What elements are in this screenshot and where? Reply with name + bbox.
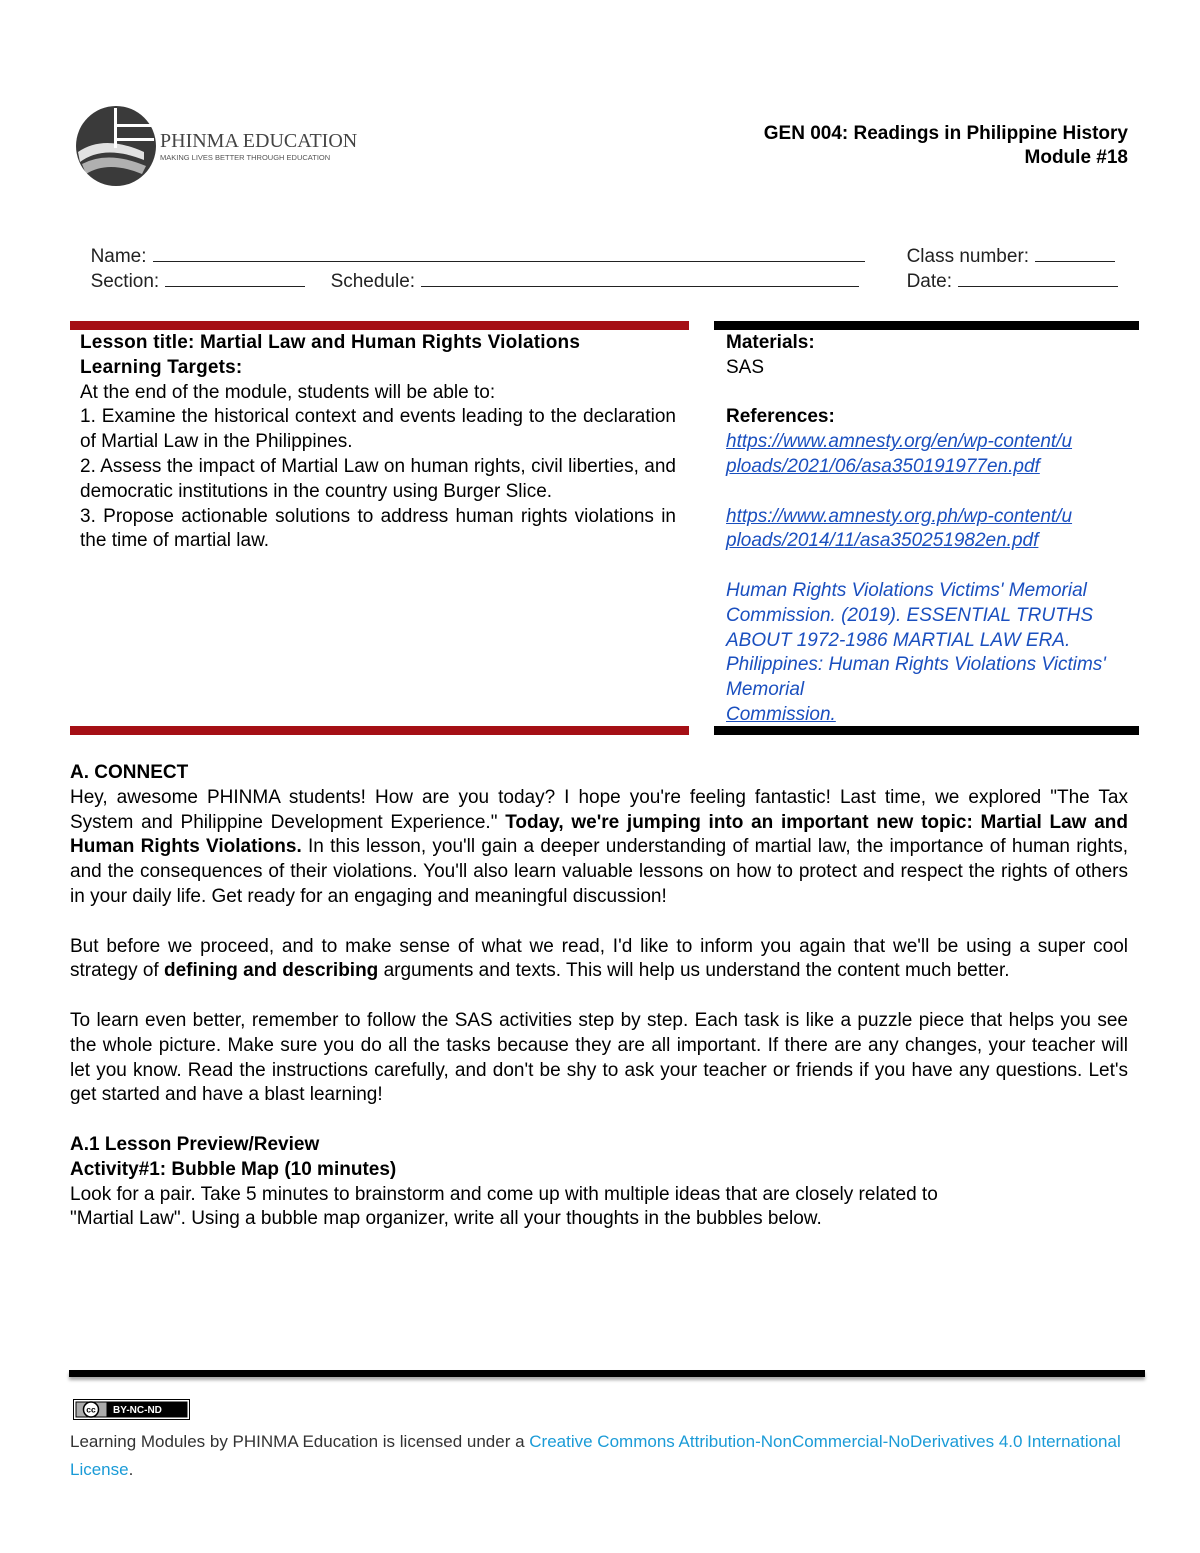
schedule-blank[interactable]	[421, 269, 859, 287]
lesson-bottom-bar	[70, 726, 689, 735]
reference-link-1-line1[interactable]: https://www.amnesty.org/en/wp-content/u	[726, 431, 1073, 453]
learning-targets-intro: At the end of the module, students will be able to:	[80, 381, 496, 403]
date-field	[896, 245, 1118, 294]
name-label: Name:	[90, 246, 147, 267]
connect-p2-text-b: arguments and texts. This will help us understand the content much better.	[383, 960, 1010, 982]
phinma-logo	[74, 104, 358, 188]
license-suffix: .	[128, 1460, 134, 1479]
lesson-title: Lesson title: Martial Law and Human Rights Violations	[80, 332, 581, 353]
learning-targets-heading: Learning Targets:	[80, 356, 243, 378]
phinma-logo-mark	[74, 104, 358, 188]
lesson-box	[80, 331, 676, 554]
learning-target-2: 2. Assess the impact of Martial Law on human rights, civil liberties, and democratic institutions in the country using Burger Slice.	[80, 455, 676, 502]
references-heading: References:	[726, 406, 835, 428]
cc-badge-text: BY-NC-ND	[113, 1405, 162, 1416]
materials-box	[726, 331, 1131, 728]
lesson-top-bar	[70, 321, 689, 330]
license-link[interactable]: Creative Commons Attribution-NonCommercial-NoDerivatives 4.0 International License	[70, 1432, 1121, 1479]
lesson-preview-heading: A.1 Lesson Preview/Review	[70, 1133, 320, 1155]
logo-tagline: MAKING LIVES BETTER THROUGH EDUCATION	[160, 153, 331, 162]
schedule-field	[320, 245, 859, 294]
section-field	[80, 245, 305, 294]
date-blank[interactable]	[958, 269, 1118, 287]
connect-p1-text-a: Hey, awesome PHINMA students! How are you today? I hope you're feeling fantastic! Last time, we explored "The Tax System and Philippine Development Experience."	[70, 786, 1128, 833]
materials-value: SAS	[726, 356, 765, 378]
connect-heading: A. CONNECT	[70, 762, 189, 783]
connect-paragraph-2	[70, 935, 1128, 985]
module-number: Module #18	[1024, 147, 1128, 168]
cc-mark: cc	[86, 1404, 96, 1415]
license-prefix: Learning Modules by PHINMA Education is licensed under a	[70, 1432, 525, 1451]
connect-section	[70, 761, 1128, 1232]
cc-badge-icon	[73, 1399, 190, 1420]
connect-paragraph-3: To learn even better, remember to follow the SAS activities step by step. Each task is like a puzzle piece that helps you see the whole picture. Make sure you do all the tasks because they are all important. If there are any changes, your teacher will let you know. Read the instructions carefully, and don't be shy to ask your teacher or friends if you have any questions. Let's get started and have a blast learning!	[70, 1009, 1128, 1106]
cc-license-badge[interactable]	[73, 1399, 190, 1420]
course-header	[764, 122, 1128, 170]
reference-link-2[interactable]	[726, 505, 1131, 555]
course-title: GEN 004: Readings in Philippine History	[763, 123, 1128, 144]
class-number-label: Class number:	[906, 246, 1030, 267]
reference-citation-3[interactable]	[726, 579, 1131, 728]
date-label: Date:	[906, 271, 952, 292]
connect-paragraph-1	[70, 786, 1128, 910]
connect-p1-text-b: In this lesson, you'll gain a deeper understanding of martial law, the importance of human rights, and the consequences of their violations. You'll also learn valuable lessons on how to protect and respect the rights of others in your daily life. Get ready for an engaging and meaningful discussion!	[70, 836, 1128, 907]
connect-p2-text-a: But before we proceed, and to make sense of what we read, I'd like to inform you again that we'll be using a super cool strategy of	[70, 935, 1128, 982]
activity-text-line-1: Look for a pair. Take 5 minutes to brainstorm and come up with multiple ideas that are closely related to	[70, 1183, 938, 1205]
learning-target-1: 1. Examine the historical context and events leading to the declaration of Martial Law in the Philippines.	[80, 406, 676, 453]
activity-title: Activity#1: Bubble Map (10 minutes)	[70, 1158, 397, 1180]
connect-p1-bold: Today, we're jumping into an important new topic: Martial Law and Human Rights Violations.	[70, 811, 1128, 858]
reference-citation-3-last[interactable]: Commission.	[726, 703, 836, 725]
activity-text-line-2: "Martial Law". Using a bubble map organizer, write all your thoughts in the bubbles below.	[70, 1208, 822, 1230]
learning-target-3: 3. Propose actionable solutions to address human rights violations in the time of martial law.	[80, 505, 676, 552]
section-blank[interactable]	[165, 269, 305, 287]
section-label: Section:	[90, 271, 160, 292]
logo-text: PHINMA EDUCATION	[160, 130, 358, 152]
materials-heading: Materials:	[726, 332, 815, 353]
footer-divider	[69, 1370, 1145, 1377]
schedule-label: Schedule:	[330, 271, 416, 292]
connect-p2-bold: defining and describing	[164, 960, 379, 982]
reference-citation-3-text[interactable]: Human Rights Violations Victims' Memorial Commission. (2019). ESSENTIAL TRUTHS ABOUT 1972-1986 MARTIAL LAW ERA. Philippines: Human Rights Violations Victims' Memorial	[726, 579, 1106, 701]
reference-link-2-line2[interactable]: ploads/2014/11/asa350251982en.pdf	[726, 530, 1039, 552]
materials-top-bar	[714, 321, 1139, 330]
reference-link-2-line1[interactable]: https://www.amnesty.org.ph/wp-content/u	[726, 505, 1073, 527]
reference-link-1[interactable]	[726, 430, 1131, 480]
license-notice	[70, 1428, 1150, 1484]
reference-link-1-line2[interactable]: ploads/2021/06/asa350191977en.pdf	[726, 455, 1040, 477]
